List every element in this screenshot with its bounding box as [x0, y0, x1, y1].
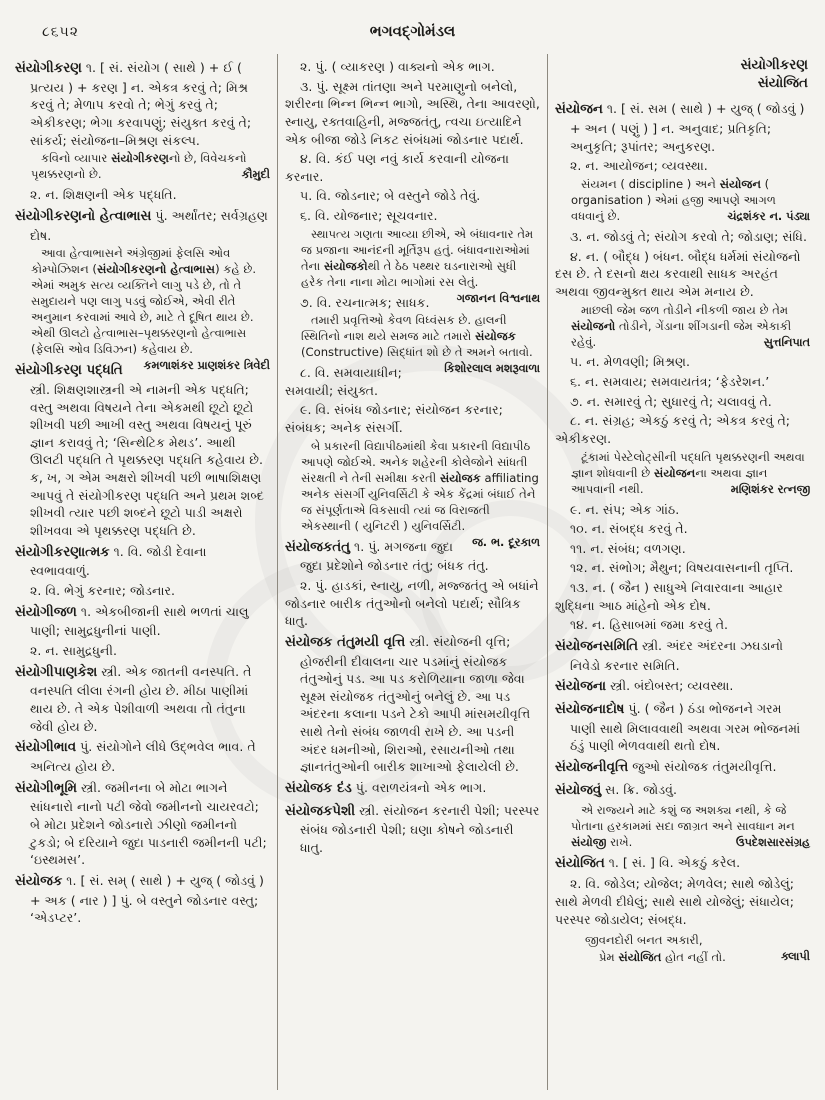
sense-line: ૧૧. ન. સંબંધ; વળગણ. [570, 540, 686, 556]
quote-text: માછલી જેમ જળ તોડીને નીકળી જાય છે તેમ સંયોજનો તોડીને, ગેંડાના શીંગડાની જેમ એકાકી રહેવું. [571, 302, 792, 349]
dict-entry [15, 663, 270, 736]
entry-body: પું. ( જૈન ) ઠંડા ભોજનને ગરમ પાણી સાથે મિલાવવાથી અથવા ગરમ ભોજનમાં ઠંડું પાણી ભેળવવાથી થતો દોષ. [570, 701, 801, 754]
quote-source: સુત્તનિપાત [763, 335, 810, 349]
dict-entry [15, 59, 270, 149]
quote-source: ઉપદેશસારસંગ્રહ [735, 835, 810, 849]
dict-entry [555, 637, 810, 674]
citation-quote [301, 438, 540, 549]
entry-body: સ્ત્રી. શિક્ષણશાસ્ત્રની એ નામની એક પદ્ધતિ; વસ્તુ અથવા વિષયને તેના એકમથી છૂટો છૂટો શીખવી પછી આખી વસ્તુ અથવા વિષયનું પૂરું જ્ઞાન કરાવવું તે; ‘સિન્થેટિક મેથડ’. આથી ઊલટી પદ્ધતિ તે પૃથક્કરણ પદ્ધતિ કહેવાય છે. ક, ખ, ગ એમ અક્ષરો શીખવી પછી ભાષાશિક્ષણ આપવું તે સંયોગીકરણ પદ્ધતિ અને પ્રથમ શબ્દ શીખવી ત્યાર પછી શબ્દને છૂટો પાડી અક્ષરો શીખવવા એ પૃથક્કરણ પદ્ધતિ છે. [30, 381, 264, 538]
entry-body: પું. સંયોગોને લીધે ઉદ્ભવેલ ભાવ. તે અનિત્ય હોય છે. [30, 739, 256, 774]
citation-quote [571, 450, 810, 498]
headword: સંયોજનાદોષ [555, 702, 625, 718]
quote-text: તમારી પ્રવૃત્તિઓ કેવળ વિધ્વંસક છે. હાલની સ્થિતિનો નાશ થયે સમજ માટે તમારો સંયોજક (Constructive) સિદ્ધાંત શો છે તે અમને બતાવો. [301, 313, 533, 360]
dict-entry [15, 872, 270, 927]
dict-entry [555, 677, 810, 697]
sense-line: ૨. વિ. જોડેલ; યોજેલ; મેળવેલ; સાથે જોડેલું; સાથે મેળવી દીધેલું; સાથે સાથે યોજેલું; સંધાયેલ; પરસ્પર જોડાયેલ; સંબદ્ધ. [555, 876, 795, 927]
sense-line: ૫. ન. મેળવણી; મિશ્રણ. [570, 354, 691, 370]
guide-word-top: સંયોગીકરણ [740, 57, 808, 73]
headword: સંયોજન [555, 102, 603, 118]
quote-text: સંયમન ( discipline ) અને સંયોજન ( organisation ) એમાં હજી આપણે આગળ વધવાનું છે. [571, 177, 776, 224]
dictionary-columns [8, 54, 817, 1090]
dict-entry [555, 700, 810, 755]
dict-entry [15, 738, 270, 775]
sense-line: ૪. ન. ( બૌદ્ધ ) બંધન. બૌદ્ધ ધર્મમાં સંયોજનો દસ છે. તે દસનો ક્ષય કરવાથી સાધક અરહંત અથવા જીવન્મુક્ત થાય એમ મનાય છે. [555, 248, 801, 299]
entry-body: જુઓ સંયોજક તંતુમયીવૃત્તિ. [628, 759, 777, 775]
sense-line: ૧૦. ન. સંબદ્ધ કરવું તે. [570, 521, 688, 537]
headword: સંયોગીકરણ પદ્ધતિ [15, 363, 123, 379]
dict-entry [555, 758, 810, 778]
sense-line: ૨. પું. હાડકાં, સ્નાયુ, નળી, મજ્જતંતુ એ બધાંને જોડનાર બારીક તંતુઓનો બનેલો પદાર્થ; સૌત્રિક ધાતુ. [285, 577, 539, 629]
quote-source: કમળાશંકર પ્રાણશંકર ત્રિવેદી [143, 359, 270, 373]
sense-line: ૨. ન. આયોજન; વ્યવસ્થા. [570, 158, 708, 174]
sense-line: ૩. ન. જોડવું તે; સંયોગ કરવો તે; જોડાણ; સંધિ. [570, 229, 807, 245]
sense-line: ૨. ન. શિક્ષણની એક પદ્ધતિ. [30, 187, 177, 203]
headword: સંયોગીકરણનો હેત્વાભાસ [15, 208, 152, 224]
dict-entry [15, 543, 270, 580]
dict-entry [15, 361, 270, 539]
dict-entry [15, 603, 270, 640]
entry-body: સ્ત્રી. સંયોજની વૃત્તિ; હોજરીની દીવાલના ચાર પડમાંનું સંયોજક તંતુઓનું પડ. આ પડ કરોળિયાના જાળા જેવા સૂક્ષ્મ સંયોજક તંતુઓનું બનેલું છે. આ પડ અંદરના કલાના પડને ટેકો આપી માંસમયીવૃત્તિ સાથે તેનો સંબંધ જાળવી રાખે છે. આ પડની અંદર ધમનીઓ, શિરાઓ, રસાયનીઓ તથા જ્ઞાનતંતુઓની બારીક શાખાઓ ફેલાયેલી છે. [300, 633, 531, 775]
headword: સંયોજના [555, 679, 607, 695]
sense-line: ૧૪. ન. હિસાબમાં જમા કરવું તે. [570, 617, 729, 633]
entry-body: સ્ત્રી. જમીનના બે મોટા ભાગને સાંધનારો નાનો પટી જેવો જમીનનો ચાયરવટો; બે મોટા પ્રદેશને જોડનારો ઝીણો જમીનનો ટુકડો; બે દરિયાને જુદા પાડનારી જમીનની પટી; ‘ઇસ્થમસ’. [30, 779, 267, 868]
quote-text: ટૂંકામાં પેસ્ટેલોટ્સીની પદ્ધતિ પૃથક્કરણની અથવા જ્ઞાન શોધવાની છે સંયોજનના અથવા જ્ઞાન આપવાની નથી. [571, 449, 805, 496]
sense-line: ૪. વિ. કંઈ પણ નવું કાર્ય કરવાની યોજના કરનાર. [285, 151, 509, 184]
headword: સંયોજક તંતુમયી વૃત્તિ [285, 634, 406, 650]
page-number: ૮૬૫૨ [42, 24, 79, 40]
sense-line: ૮. ન. સંગ્રહ; એકઠું કરવું તે; એકત્ર કરવું તે; એકીકરણ. [555, 413, 791, 446]
headword: સંયોગીકરણ [15, 61, 82, 76]
entry-body: ૧. [ સં. ] વિ. એકઠું કરેલ. [604, 854, 741, 870]
sense-line: ૧૩. ન. ( જૈન ) સાધુએ નિવારવાના આહાર શુદ્ધિના આઠ માંહેનો એક દોષ. [555, 580, 783, 613]
quote-source: જ. ભ. દૂરકાળ [472, 535, 540, 549]
entry-body: સ્ત્રી. સંયોજન કરનારી પેશી; પરસ્પર સંબંધ જોડનારી પેશી; ઘણા કોષને જોડનારી ધાતુ. [300, 802, 540, 856]
dict-entry [285, 779, 540, 799]
entry-body: ૧. [ સં. સંયોગ ( સાથે ) + ઈ ( પ્રત્યય ) + કરણ ] ન. એકત્ર કરવું તે; મિશ્ર કરવું તે; મેળાપ કરવો તે; ભેગું કરવું તે; એકીકરણ; ભેગા કરવાપણું; સંયુક્ત કરવું તે; સાંકર્ય; સંયોજના–મિશ્રણ સંકલ્પ. [30, 60, 252, 148]
headword: સંયોગીભૂમિ [15, 780, 77, 796]
headword: સંયોગીજળ [15, 604, 77, 620]
dict-entry [15, 779, 270, 869]
sense-line: ૭. વિ. રચનાત્મક; સાધક. [300, 294, 430, 310]
quote-source: ક્લાપી [781, 950, 810, 964]
entry-body: સ્ત્રી. બંદોબસ્ત; વ્યવસ્થા. [606, 678, 734, 694]
quote-source: કૌમુદી [241, 168, 270, 182]
dict-entry [15, 207, 270, 244]
sense-line: ૯. ન. સંપ; એક ગાંઠ. [570, 501, 680, 517]
sense-line: ૧૨. ન. સંભોગ; મૈથુન; વિષયવાસનાની તૃપ્તિ. [570, 560, 794, 576]
verse-line: જીવનદોરી બનત અકારી, [585, 933, 703, 948]
quote-text: કવિનો વ્યાપાર સંયોગીકરણનો છે, વિવેચકનો પૃથક્કરણનો છે. [31, 151, 247, 182]
quote-source: મણિશંકર રત્નજી [730, 482, 810, 496]
entry-body: ૧. વિ. જોડી દેવાના સ્વભાવવાળું. [30, 543, 207, 579]
citation-quote [301, 313, 540, 376]
dict-entry [555, 781, 810, 801]
headword: સંયોજવું [555, 782, 602, 798]
quote-source: ચંદ્રશંકર ન. પંડ્યા [727, 210, 810, 224]
citation-quote [31, 151, 270, 183]
dict-entry [555, 854, 810, 874]
quote-text: આવા હેત્વાભાસને અંગ્રેજીમાં ફેલસિ ઓવ કોમ્પોઝિશન (સંયોગીકરણનો હેત્વાભાસ) કહે છે. એમાં અમુક સત્ય વ્યક્તિને લાગુ પડે છે, તો તે સમુદાયને પણ લાગુ પડવું જોઈએ, એવી રીતે અનુમાન કરવામાં આવે છે, માટે તે દૂષિત થાય છે. એથી ઊલટો હેત્વાભાસ–પૃથક્કરણનો હેત્વાભાસ (ફેલસિ ઓવ ડિવિઝન) કહેવાય છે. [31, 246, 257, 357]
quote-text: એ રાજ્યને માટે કશું જ અશક્ય નથી, કે જે પોતાના હરકામમાં સદા જાગ્રત અને સાવધાન મન સંયોજી રાખે. [571, 802, 795, 849]
dict-entry [555, 100, 810, 155]
quote-text: બે પ્રકારની વિદ્યાપીઠમાંથી કેવા પ્રકારની વિદ્યાપીઠ આપણે જોઈએ. અનેક શહેરની કોલેજોને સાંધતી સંરક્ષતી ને તેની સમીક્ષા કરતી સંયોજક affiliating અનેક સંસર્ગી યુનિવર્સિટી કે એક કેંદ્રમાં બંધાઈ તેને જ સંપૂર્ણતાએ વિકસાવી ત્યાં જ વિરાજતી એકસ્થાની ( યુનિટરી ) યુનિવર્સિટી. [301, 438, 539, 533]
page-header [0, 18, 825, 52]
headword: સંયોજનસમિતિ [555, 638, 639, 654]
entry-body: ૧. એકબીજાની સાથે ભળતાં ચાલુ પાણી; સામુદ્રધુનીનાં પાણી. [30, 603, 249, 639]
sense-line: ૨. પું. ( વ્યાકરણ ) વાક્યનો એક ભાગ. [300, 59, 495, 74]
headword: સંયોગીભાવ [15, 740, 77, 756]
entry-body: સ્ત્રી. અંદર અંદરના ઝઘડાનો નિવેડો કરનાર સમિતિ. [570, 637, 783, 673]
citation-quote [571, 803, 810, 851]
guide-words [555, 56, 808, 92]
sense-line: ૭. ન. સમારવું તે; સુધારવું તે; ચલાવવું તે. [570, 393, 772, 409]
citation-quote [571, 177, 810, 225]
headword: સંયોજક [15, 873, 63, 889]
headword: સંયોગીપાણકેશ [15, 664, 98, 680]
sense-line: ૩. પું. સૂક્ષ્મ તાંતણા અને પરમાણુનો બનેલો, શરીરના ભિન્ન ભિન્ન ભાગો, અસ્થિ, તેના આવરણો, સ્નાયુ, રક્તવાહિની, મજ્જતંતુ, ત્વચા ઇત્યાદિને એક બીજા જોડે નિકટ સંબંધમાં જોડનાર પદાર્થ. [285, 78, 540, 147]
column-left [8, 54, 277, 1090]
quote-source: ગજાનન વિશ્વનાથ [456, 291, 540, 305]
sense-line: ૮. વિ. સમવાયાધીન; સમવાયી; સંયુક્ત. [285, 365, 402, 398]
citation-quote [571, 303, 810, 351]
sense-line: ૨. ન. સામુદ્રધુની. [30, 642, 117, 658]
sense-line: ૫. વિ. જોડનાર; બે વસ્તુને જોડે તેવું. [300, 188, 481, 204]
sense-line: ૨. વિ. ભેગું કરનાર; જોડનાર. [30, 582, 175, 598]
headword: સંયોજિત [555, 855, 605, 871]
entry-body: સ. ક્રિ. જોડવું. [601, 781, 677, 797]
quote-source: કિશોરલાલ મશરૂવાળા [444, 362, 540, 376]
guide-word-bottom: સંયોજિત [757, 75, 808, 92]
headword: સંયોજકતંતુ [285, 539, 351, 555]
entry-body: પું. અર્થાંતર; સર્વગ્રહણ દોષ. [30, 207, 268, 243]
headword: સંયોજકપેશી [285, 803, 356, 819]
headword: સંયોજક દંડ [285, 780, 352, 796]
entry-body: ૧. [ સં. સમ્ ( સાથે ) + યુજ્ ( જોડવું ) + અક ( નાર ) ] પું. બે વસ્તુને જોડનાર વસ્તુ; ‘એડપ્ટર’. [30, 872, 264, 926]
page-title: ભગવદ્ગોમંડલ [369, 22, 456, 40]
sense-line: ૯. વિ. સંબંધ જોડનાર; સંયોજન કરનાર; સંબંધક; અનેક સંસર્ગી. [285, 402, 503, 436]
sense-line: ૬. ન. સમવાય; સમવાયતંત્ર; ‘ફેડરેશન.’ [570, 374, 770, 390]
column-middle [277, 54, 547, 1090]
verse-quote [585, 932, 810, 966]
entry-body: સ્ત્રી. એક જાતની વનસ્પતિ. તે વનસ્પતિ લીલા રંગની હોય છે. મીઠા પાણીમાં થાય છે. તે એક પેશીવાળી અથવા તો તંતુના જેવી હોય છે. [30, 663, 252, 734]
dict-entry [285, 633, 540, 776]
headword: સંયોગીકરણાત્મક [15, 544, 110, 560]
quote-text: સ્થાપત્ય ગણતા આવ્યા છીએ, એ બંધાવનાર તેમ જ પ્રજાના આનંદની મૂર્તિરૂપ હતું. બંધાવનારાઓમાં તેના સંયોજકોથી તે ઠેઠ પથ્થર ઘડનારાઓ સુધી હરેક તેના નાના મોટા ભાગોમાં રસ લેતું. [301, 226, 534, 289]
entry-body: પું. વરાળયંત્રનો એક ભાગ. [351, 779, 487, 795]
dict-entry [285, 802, 540, 857]
headword: સંયોજનીવૃત્તિ [555, 760, 629, 776]
entry-body: ૧. [ સં. સમ ( સાથે ) + યુજ્ ( જોડવું ) + અન ( પણું ) ] ન. અનુવાદ; પ્રતિકૃતિ; અનુકૃતિ; રૂપાંતર; અનુકરણ. [570, 101, 805, 154]
verse-line: પ્રેમ સંયોજિત હોત નહીં તો. ક્લાપી [599, 950, 810, 965]
entry-body: ૧. પું. મગજના જુદા જુદા પ્રદેશોને જોડનાર તંતુ; બંધક તંતુ. [300, 538, 489, 574]
sense-line: ૬. વિ. યોજનાર; સૂચવનાર. [300, 208, 438, 223]
column-right [547, 54, 817, 1090]
